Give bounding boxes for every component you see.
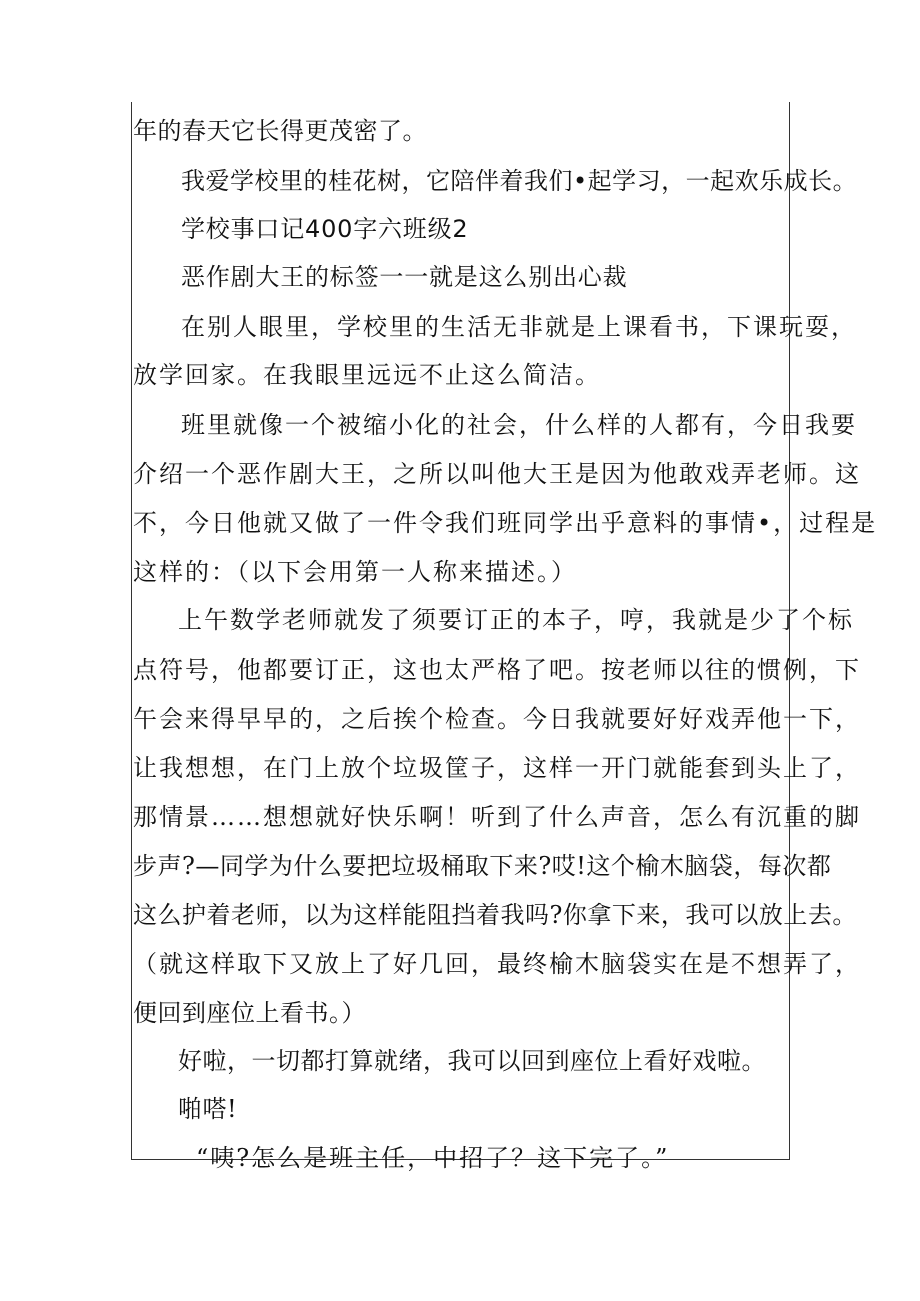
text-line: 这么护着老师，以为这样能阻挡着我吗?你拿下来，我可以放上去。 xyxy=(133,901,857,929)
story-title: 恶作剧大王的标签一一就是这么别出心裁 xyxy=(181,263,628,291)
text-line: 放学回家。在我眼里远远不止这么简洁。 xyxy=(133,361,601,389)
text-line: 不，今日他就又做了一件令我们班同学出乎意料的事情•，过程是 xyxy=(133,509,878,537)
text-line: 那情景……想想就好快乐啊！听到了什么声音，怎么有沉重的脚 xyxy=(133,803,861,831)
text-line: “咦?怎么是班主任，中招了？这下完了。” xyxy=(196,1144,670,1172)
text-line: 便回到座位上看书。） xyxy=(133,999,366,1027)
text-line: 这样的：（以下会用第一人称来描述。） xyxy=(133,558,577,586)
text-line: 我爱学校里的桂花树，它陪伴着我们•起学习，一起欢乐成长。 xyxy=(181,167,858,195)
text-line: 在别人眼里，学校里的生活无非就是上课看书，下课玩耍， xyxy=(181,313,857,341)
text-line: 午会来得早早的，之后挨个检查。今日我就要好好戏弄他一下， xyxy=(133,705,861,733)
subheading: 学校事口记400字六班级2 xyxy=(181,215,469,243)
text-line: 让我想想，在门上放个垃圾筐子，这样一开门就能套到头上了， xyxy=(133,754,861,782)
text-line: 好啦，一切都打算就绪，我可以回到座位上看好戏啦。 xyxy=(178,1047,766,1075)
text-line: 年的春天它长得更茂密了。 xyxy=(133,117,427,145)
text-line: 啪嗒! xyxy=(178,1095,238,1123)
text-line: 点符号，他都要订正，这也太严格了吧。按老师以往的惯例，下 xyxy=(133,656,861,684)
text-line: 步声?—同学为什么要把垃圾桶取下来?哎!这个榆木脑袋，每次都 xyxy=(133,852,832,880)
text-line: 上午数学老师就发了须要订正的本子，哼，我就是少了个标 xyxy=(178,606,854,634)
text-line: 班里就像一个被缩小化的社会，什么样的人都有，今日我要 xyxy=(181,411,857,439)
text-line: （就这样取下又放上了好几回，最终榆木脑袋实在是不想弄了， xyxy=(133,950,861,978)
text-line: 介绍一个恶作剧大王，之所以叫他大王是因为他敢戏弄老师。这 xyxy=(133,460,861,488)
